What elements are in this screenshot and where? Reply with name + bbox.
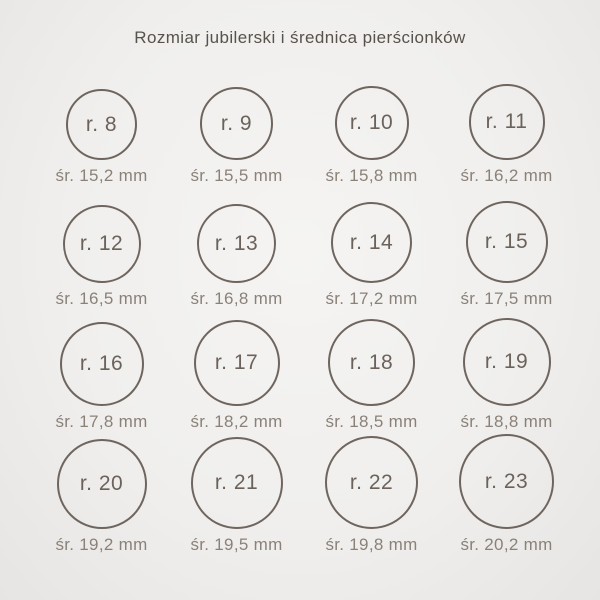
ring-diameter-label: śr. 18,8 mm	[460, 412, 553, 431]
ring-size-label: r. 9	[220, 111, 253, 135]
ring-cell	[304, 62, 439, 185]
ring-diameter-label: śr. 19,8 mm	[325, 535, 418, 554]
ring-cell	[34, 431, 169, 554]
ring-circle	[191, 437, 283, 529]
ring-circle	[60, 322, 144, 406]
ring-cell	[34, 308, 169, 431]
ring-size-label: r. 21	[214, 471, 259, 494]
ring-size-label: r. 17	[214, 351, 259, 374]
ring-size-label: r. 18	[349, 350, 394, 374]
ring-circle	[331, 202, 412, 283]
ring-circle	[463, 318, 551, 406]
page-title: Rozmiar jubilerski i średnica pierścionków	[134, 28, 466, 47]
ring-circle	[66, 89, 137, 160]
ring-size-label: r. 12	[79, 232, 124, 255]
ring-circle	[466, 201, 548, 283]
ring-diameter-label: śr. 20,2 mm	[460, 535, 553, 554]
ring-circle	[335, 86, 409, 160]
ring-diameter-label: śr. 15,8 mm	[325, 166, 418, 185]
ring-size-label: r. 19	[484, 350, 529, 373]
ring-cell	[169, 185, 304, 308]
ring-cell	[304, 431, 439, 554]
ring-size-label: r. 10	[349, 111, 394, 134]
ring-cell	[34, 185, 169, 308]
ring-size-label: r. 13	[214, 231, 259, 255]
ring-size-label: r. 8	[85, 112, 118, 136]
ring-size-label: r. 23	[484, 469, 529, 493]
ring-circle	[328, 319, 415, 406]
ring-cell	[439, 185, 574, 308]
ring-cell	[304, 185, 439, 308]
ring-diameter-label: śr. 18,5 mm	[325, 412, 418, 431]
ring-cell	[439, 62, 574, 185]
ring-diameter-label: śr. 15,2 mm	[55, 166, 148, 185]
ring-circle	[459, 434, 554, 529]
ring-diameter-label: śr. 19,2 mm	[55, 535, 148, 554]
ring-grid	[0, 62, 600, 554]
ring-cell	[439, 431, 574, 554]
ring-circle	[200, 87, 273, 160]
ring-cell	[169, 62, 304, 185]
ring-cell	[304, 308, 439, 431]
ring-cell	[439, 308, 574, 431]
ring-cell	[169, 431, 304, 554]
ring-circle	[194, 320, 280, 406]
ring-diameter-label: śr. 15,5 mm	[190, 166, 283, 185]
ring-size-label: r. 16	[79, 352, 124, 375]
ring-circle	[197, 204, 276, 283]
ring-diameter-label: śr. 19,5 mm	[190, 535, 283, 554]
ring-cell	[169, 308, 304, 431]
ring-circle	[469, 84, 545, 160]
ring-size-label: r. 14	[349, 230, 394, 254]
ring-size-label: r. 15	[484, 230, 529, 253]
ring-diameter-label: śr. 17,5 mm	[460, 289, 553, 308]
ring-circle	[57, 439, 147, 529]
ring-size-label: r. 11	[485, 110, 528, 133]
ring-circle	[325, 436, 418, 529]
ring-diameter-label: śr. 17,2 mm	[325, 289, 418, 308]
ring-diameter-label: śr. 17,8 mm	[55, 412, 148, 431]
ring-diameter-label: śr. 16,5 mm	[55, 289, 148, 308]
ring-circle	[63, 205, 141, 283]
ring-cell	[34, 62, 169, 185]
ring-size-label: r. 20	[79, 472, 124, 495]
ring-diameter-label: śr. 18,2 mm	[190, 412, 283, 431]
ring-diameter-label: śr. 16,2 mm	[460, 166, 553, 185]
ring-diameter-label: śr. 16,8 mm	[190, 289, 283, 308]
ring-size-label: r. 22	[349, 470, 394, 494]
